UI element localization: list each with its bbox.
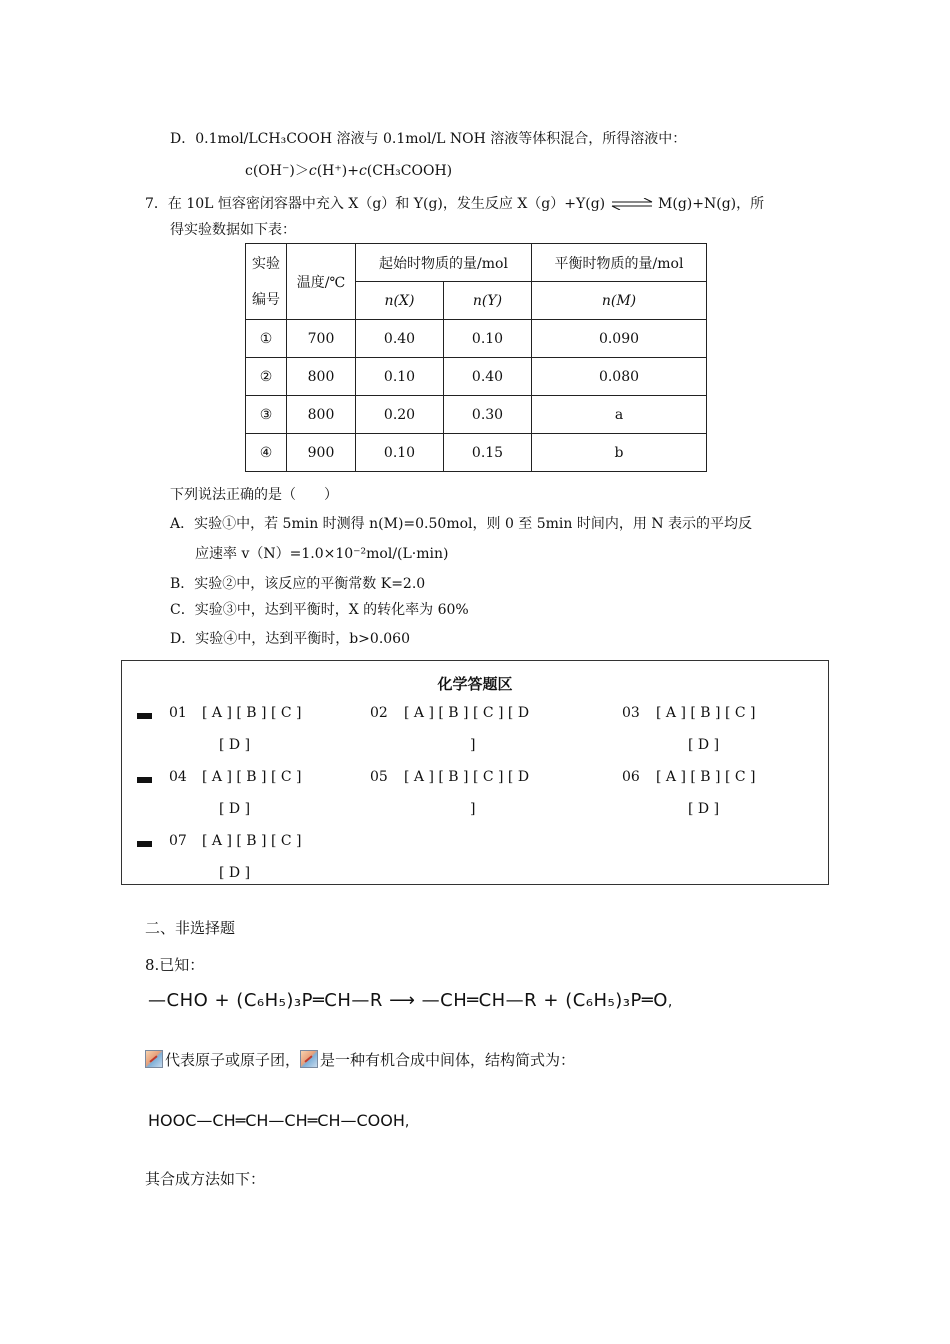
q6-option-d: D．0.1mol/LCH₃COOH 溶液与 0.1mol/L NOH 溶液等体积混合，所得溶液中： [170, 131, 687, 147]
header-nm [532, 282, 707, 320]
header-nx [356, 282, 444, 320]
q7-prompt: 下列说法正确的是（ ） [170, 487, 338, 503]
cell-nm: a [532, 396, 707, 434]
q02-number: 02 [370, 705, 388, 721]
q8-intro: 8.已知： [145, 956, 205, 974]
q02-choices[interactable]: [ A ] [ B ] [ C ] [ D [404, 705, 530, 721]
q6-option-d-inequality [245, 160, 452, 180]
experiment-data-table [245, 243, 707, 472]
cell-id: ② [246, 358, 287, 396]
cell-temp: 800 [287, 396, 356, 434]
reaction-equation: —CHO + (C₆H₅)₃P═CH—R ⟶ —CH═CH—R + (C₆H₅)₃P═O [148, 990, 668, 1011]
table-row [246, 434, 707, 472]
inequality-c1: c [308, 163, 317, 179]
q07-number: 07 [169, 833, 187, 849]
q7-stem-line1 [145, 193, 764, 213]
q05-choices[interactable]: [ A ] [ B ] [ C ] [ D [404, 769, 530, 785]
q05-number: 05 [370, 769, 388, 785]
q01-number: 01 [169, 705, 187, 721]
q7-option-a: A．实验①中，若 5min 时测得 n(M)=0.50mol，则 0 至 5min 时间内，用 N 表示的平均反 [170, 516, 753, 532]
table-row [246, 358, 707, 396]
q03-choice-d[interactable]: [ D ] [688, 737, 720, 753]
q04-choice-d[interactable]: [ D ] [219, 801, 251, 817]
rep-text-b: 是一种有机合成中间体，结构简式为： [320, 1051, 576, 1069]
cell-id: ③ [246, 396, 287, 434]
reaction-comma: , [667, 994, 673, 1010]
cell-ny: 0.30 [444, 396, 532, 434]
q7-stem-a: 7．在 10L 恒容密闭容器中充入 X（g）和 Y(g)，发生反应 X（g）+Y(g) [145, 196, 606, 212]
cell-nm: b [532, 434, 707, 472]
header-ny-label: n(Y) [472, 292, 503, 309]
wittig-reaction-formula [148, 990, 673, 1011]
cell-nx: 0.20 [356, 396, 444, 434]
cell-nm: 0.080 [532, 358, 707, 396]
rep-text-a: 代表原子或原子团， [165, 1051, 301, 1069]
row-marker-icon [137, 777, 152, 783]
q7-option-b: B．实验②中，该反应的平衡常数 K=2.0 [170, 576, 426, 592]
table-row [246, 320, 707, 358]
cell-ny: 0.10 [444, 320, 532, 358]
cell-ny: 0.40 [444, 358, 532, 396]
cell-temp: 700 [287, 320, 356, 358]
q07-choice-d[interactable]: [ D ] [219, 865, 251, 881]
q03-number: 03 [622, 705, 640, 721]
cell-nx: 0.10 [356, 434, 444, 472]
row-marker-icon [137, 713, 152, 719]
q01-choice-d[interactable]: [ D ] [219, 737, 251, 753]
q7-option-c: C．实验③中，达到平衡时，X 的转化率为 60% [170, 602, 469, 618]
q7-stem-line2: 得实验数据如下表： [170, 222, 296, 238]
header-exp-number [246, 244, 287, 320]
cell-temp: 900 [287, 434, 356, 472]
q06-choices[interactable]: [ A ] [ B ] [ C ] [656, 769, 756, 785]
q06-number: 06 [622, 769, 640, 785]
inequality-part-2: (H⁺)+ [316, 163, 359, 179]
q04-number: 04 [169, 769, 187, 785]
structure-formula: HOOC—CH═CH—CH═CH—COOH [148, 1111, 405, 1130]
q04-choices[interactable]: [ A ] [ B ] [ C ] [202, 769, 302, 785]
q07-choices[interactable]: [ A ] [ B ] [ C ] [202, 833, 302, 849]
cell-id: ① [246, 320, 287, 358]
broken-image-icon [300, 1050, 318, 1068]
cell-nm: 0.090 [532, 320, 707, 358]
intermediate-structure [148, 1111, 409, 1130]
inequality-c2: c [358, 163, 367, 179]
broken-image-icon [145, 1050, 163, 1068]
equilibrium-arrow-icon [610, 198, 654, 210]
q05-choice-d-close: ] [470, 801, 476, 817]
q03-choices[interactable]: [ A ] [ B ] [ C ] [656, 705, 756, 721]
header-equilibrium-amount: 平衡时物质的量/mol [532, 244, 707, 282]
q01-choices[interactable]: [ A ] [ B ] [ C ] [202, 705, 302, 721]
header-ny [444, 282, 532, 320]
cell-nx: 0.40 [356, 320, 444, 358]
header-exp-line2: 编号 [252, 291, 280, 308]
structure-comma: , [404, 1114, 410, 1130]
cell-temp: 800 [287, 358, 356, 396]
q8-representation-line [145, 1049, 575, 1070]
cell-nx: 0.10 [356, 358, 444, 396]
q02-choice-d-close: ] [470, 737, 476, 753]
q7-option-a-cont: 应速率 v（N）=1.0×10⁻²mol/(L·min) [195, 546, 449, 562]
q7-option-d: D．实验④中，达到平衡时，b>0.060 [170, 631, 410, 647]
header-nm-label: n(M) [601, 292, 637, 309]
q06-choice-d[interactable]: [ D ] [688, 801, 720, 817]
answer-area [121, 660, 829, 885]
cell-ny: 0.15 [444, 434, 532, 472]
synthesis-intro: 其合成方法如下： [145, 1170, 266, 1188]
row-marker-icon [137, 841, 152, 847]
header-initial-amount: 起始时物质的量/mol [356, 244, 532, 282]
header-temperature: 温度/℃ [287, 244, 356, 320]
inequality-part-3: (CH₃COOH) [366, 163, 453, 179]
table-row [246, 396, 707, 434]
cell-id: ④ [246, 434, 287, 472]
section-heading: 二、非选择题 [145, 919, 236, 937]
header-exp-line1: 实验 [252, 255, 280, 272]
answer-area-title: 化学答题区 [437, 675, 513, 693]
inequality-part-1: c(OH⁻)＞ [245, 163, 309, 179]
header-nx-label: n(X) [384, 292, 415, 309]
q7-stem-b: M(g)+N(g)，所 [658, 196, 765, 212]
